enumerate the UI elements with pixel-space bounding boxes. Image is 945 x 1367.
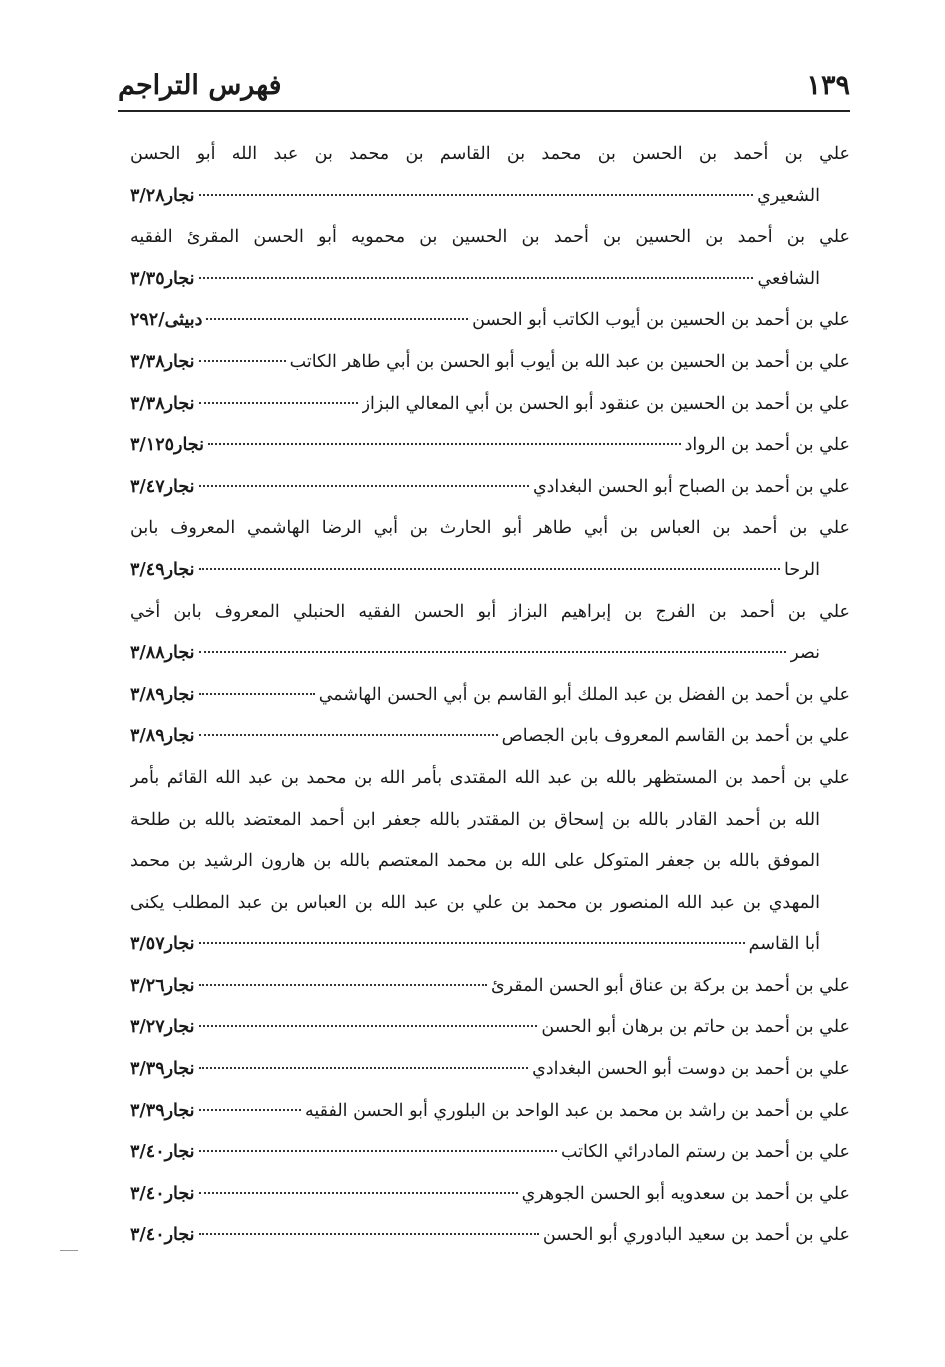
entry-reference: نجار٣/٤٧: [130, 476, 195, 497]
page-number: ١٣٩: [806, 69, 850, 101]
index-entry: [130, 592, 850, 675]
index-entry: [130, 966, 850, 1008]
entry-line: [130, 966, 850, 1008]
dot-leader: [199, 485, 529, 487]
entry-line: [130, 883, 850, 925]
entry-text: علي بن أحمد بن المستظهر بالله بن عبد الله المقتدى بأمر الله بن محمد بن عبد الله القائم بأمر: [130, 767, 850, 788]
entry-name: الشافعي: [757, 268, 820, 289]
index-entry: [130, 1049, 850, 1091]
index-entry: [130, 675, 850, 717]
entry-line: [130, 425, 850, 467]
entry-name: علي بن أحمد بن الحسين بن عنقود أبو الحسن بن أبي المعالي البزاز: [361, 393, 850, 414]
entry-line: [130, 841, 850, 883]
dot-leader: [199, 1192, 518, 1194]
index-entry: [130, 425, 850, 467]
entry-name: علي بن أحمد بن سعدويه أبو الحسن الجوهري: [521, 1183, 850, 1204]
entry-line: [130, 259, 850, 301]
entry-reference: دبيثى/٢٩٢: [130, 310, 203, 331]
entry-text: علي بن أحمد بن الحسن بن محمد بن القاسم بن محمد بن عبد الله أبو الحسن: [130, 144, 850, 164]
index-entry: [130, 467, 850, 509]
entry-name: علي بن أحمد بن بركة بن عناق أبو الحسن المقرئ: [490, 975, 850, 996]
entry-reference: نجار٣/٤٩: [130, 559, 195, 580]
entry-line: [130, 1007, 850, 1049]
entry-line: [130, 716, 850, 758]
entry-line: [130, 758, 850, 800]
entry-line: [130, 1174, 850, 1216]
entry-name: علي بن أحمد بن حاتم بن برهان أبو الحسن: [541, 1017, 850, 1038]
entry-name: علي بن أحمد بن دوست أبو الحسن البغدادي: [532, 1059, 850, 1080]
entry-reference: نجار٣/٨٩: [130, 726, 195, 747]
entry-line: [130, 342, 850, 384]
entry-reference: نجار٣/٥٧: [130, 934, 195, 955]
entry-line: [130, 1091, 850, 1133]
entry-line: [130, 217, 850, 259]
entry-reference: نجار٣/٢٧: [130, 1017, 195, 1038]
entry-line: [130, 508, 850, 550]
dot-leader: [206, 318, 468, 320]
entry-text: علي بن أحمد بن الفرج بن إبراهيم البزاز أبو الحسن الفقيه الحنبلي المعروف بابن أخي: [130, 601, 850, 622]
entry-text: علي بن أحمد بن العباس بن أبي طاهر أبو الحارث بن أبي الرضا الهاشمي المعروف بابن: [130, 518, 850, 539]
entry-name: علي بن أحمد بن سعيد البادوري أبو الحسن: [542, 1225, 850, 1246]
index-entry: [130, 300, 850, 342]
entry-line: [130, 1132, 850, 1174]
entry-list: [130, 134, 850, 1257]
dot-leader: [199, 277, 754, 279]
entry-line: [130, 1049, 850, 1091]
entry-reference: نجار٣/٣٩: [130, 1059, 195, 1080]
entry-line: [130, 467, 850, 509]
index-entry: [130, 1174, 850, 1216]
entry-line: [130, 800, 850, 842]
entry-text: علي بن أحمد بن الحسين بن أحمد بن الحسين بن محمويه أبو الحسن المقرئ الفقيه: [130, 227, 850, 248]
entry-reference: نجار٣/١٢٥: [130, 435, 204, 456]
entry-line: [130, 550, 850, 592]
dot-leader: [199, 1233, 539, 1235]
dot-leader: [199, 734, 498, 736]
entry-reference: نجار٣/٣٥: [130, 268, 195, 289]
entry-line: [130, 633, 850, 675]
entry-reference: نجار٣/٢٦: [130, 975, 195, 996]
entry-reference: نجار٣/٤٠: [130, 1142, 195, 1163]
entry-name: علي بن أحمد بن الحسين بن أيوب الكاتب أبو الحسن: [472, 310, 850, 331]
entry-name: الشعيري: [757, 185, 820, 206]
index-entry: [130, 716, 850, 758]
entry-line: [130, 384, 850, 426]
entry-name: علي بن أحمد بن الحسين بن عبد الله بن أيوب أبو الحسن بن أبي طاهر الكاتب: [289, 351, 850, 372]
dot-leader: [199, 1150, 557, 1152]
entry-reference: نجار٣/٢٨: [130, 185, 195, 206]
entry-line: [130, 1215, 850, 1257]
index-entry: [130, 1091, 850, 1133]
entry-reference: نجار٣/٣٨: [130, 351, 195, 372]
dot-leader: [199, 1109, 301, 1111]
index-entry: [130, 1215, 850, 1257]
dot-leader: [199, 402, 358, 404]
dot-leader: [199, 360, 286, 362]
entry-name: علي بن أحمد بن القاسم المعروف بابن الجصاص: [501, 726, 850, 747]
entry-reference: نجار٣/٣٨: [130, 393, 195, 414]
dot-leader: [199, 194, 754, 196]
dot-leader: [208, 443, 681, 445]
page-title: فهرس التراجم: [118, 69, 282, 101]
entry-name: علي بن أحمد بن الفضل بن عبد الملك أبو القاسم بن أبي الحسن الهاشمي: [318, 684, 850, 705]
index-entry: [130, 758, 850, 966]
dot-leader: [199, 568, 780, 570]
entry-name: أبا القاسم: [748, 934, 820, 955]
entry-reference: نجار٣/٤٠: [130, 1183, 195, 1204]
entry-reference: نجار٣/٨٩: [130, 684, 195, 705]
entry-line: [130, 924, 850, 966]
entry-text: المهدي بن عبد الله المنصور بن محمد بن علي بن عبد الله بن العباس بن عبد المطلب يكنى: [130, 892, 820, 913]
dot-leader: [199, 651, 787, 653]
index-entry: [130, 217, 850, 300]
entry-line: [130, 592, 850, 634]
entry-line: [130, 675, 850, 717]
index-entry: [130, 384, 850, 426]
index-entry: [130, 134, 850, 217]
entry-reference: نجار٣/٤٠: [130, 1225, 195, 1246]
margin-mark: [60, 1250, 78, 1251]
entry-name: علي بن أحمد بن الرواد: [684, 435, 850, 456]
dot-leader: [199, 942, 745, 944]
entry-name: علي بن أحمد بن الصباح أبو الحسن البغدادي: [532, 476, 850, 497]
dot-leader: [199, 1025, 538, 1027]
index-entry: [130, 508, 850, 591]
entry-reference: نجار٣/٨٨: [130, 643, 195, 664]
entry-reference: نجار٣/٣٩: [130, 1100, 195, 1121]
entry-text: الله بن أحمد القادر بالله بن إسحاق بن المقتدر بالله جعفر ابن أحمد المعتضد بالله بن طلحة: [130, 809, 820, 830]
entry-line: [130, 300, 850, 342]
index-entry: [130, 342, 850, 384]
dot-leader: [199, 1067, 529, 1069]
entry-line: [130, 134, 850, 176]
entry-name: علي بن أحمد بن راشد بن محمد بن عبد الواحد بن البلوري أبو الحسن الفقيه: [304, 1100, 850, 1121]
entry-text: الموفق بالله بن جعفر المتوكل على الله بن محمد المعتصم بالله بن هارون الرشيد بن محمد: [130, 851, 820, 872]
entry-name: نصر: [790, 643, 820, 664]
dot-leader: [199, 984, 487, 986]
running-header: [118, 60, 850, 112]
entry-name: علي بن أحمد بن رستم المادرائي الكاتب: [560, 1142, 850, 1163]
entry-name: الرحا: [784, 559, 820, 580]
index-entry: [130, 1132, 850, 1174]
index-entry: [130, 1007, 850, 1049]
entry-line: [130, 176, 850, 218]
dot-leader: [199, 693, 315, 695]
